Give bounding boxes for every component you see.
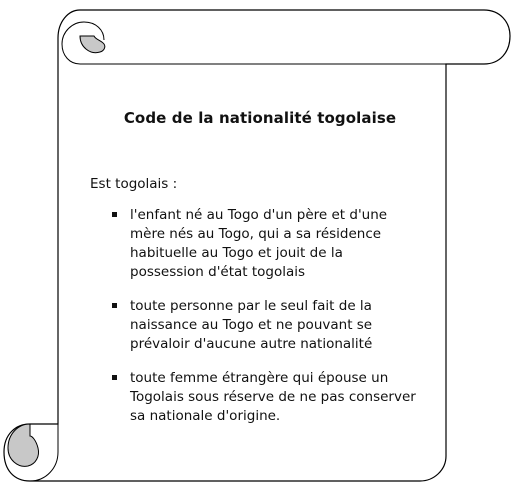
clause-line: toute personne par le seul fait de la — [130, 298, 372, 314]
clause-line: habituelle au Togo et jouit de la — [130, 245, 343, 261]
bullet-icon — [112, 212, 117, 217]
clause-line: naissance au Togo et ne pouvant se — [130, 317, 373, 333]
clause-list — [112, 206, 432, 441]
clause-line: Togolais sous réserve de ne pas conserver — [130, 389, 416, 405]
clause-line: prévaloir d'aucune autre nationalité — [130, 336, 373, 352]
clause-item — [112, 297, 432, 354]
clause-line: l'enfant né au Togo d'un père et d'une — [130, 207, 388, 223]
clause-item — [112, 369, 432, 426]
bullet-icon — [112, 303, 117, 308]
document-title: Code de la nationalité togolaise — [123, 109, 397, 127]
bullet-icon — [112, 375, 117, 380]
clause-line: toute femme étrangère qui épouse un — [130, 370, 389, 386]
clause-line: sa nationale d'origine. — [130, 408, 281, 424]
clause-line: possession d'état togolais — [130, 264, 306, 280]
clause-item — [112, 206, 432, 282]
clause-line: mère nés au Togo, qui a sa résidence — [130, 226, 382, 242]
intro-text: Est togolais : — [90, 176, 178, 192]
